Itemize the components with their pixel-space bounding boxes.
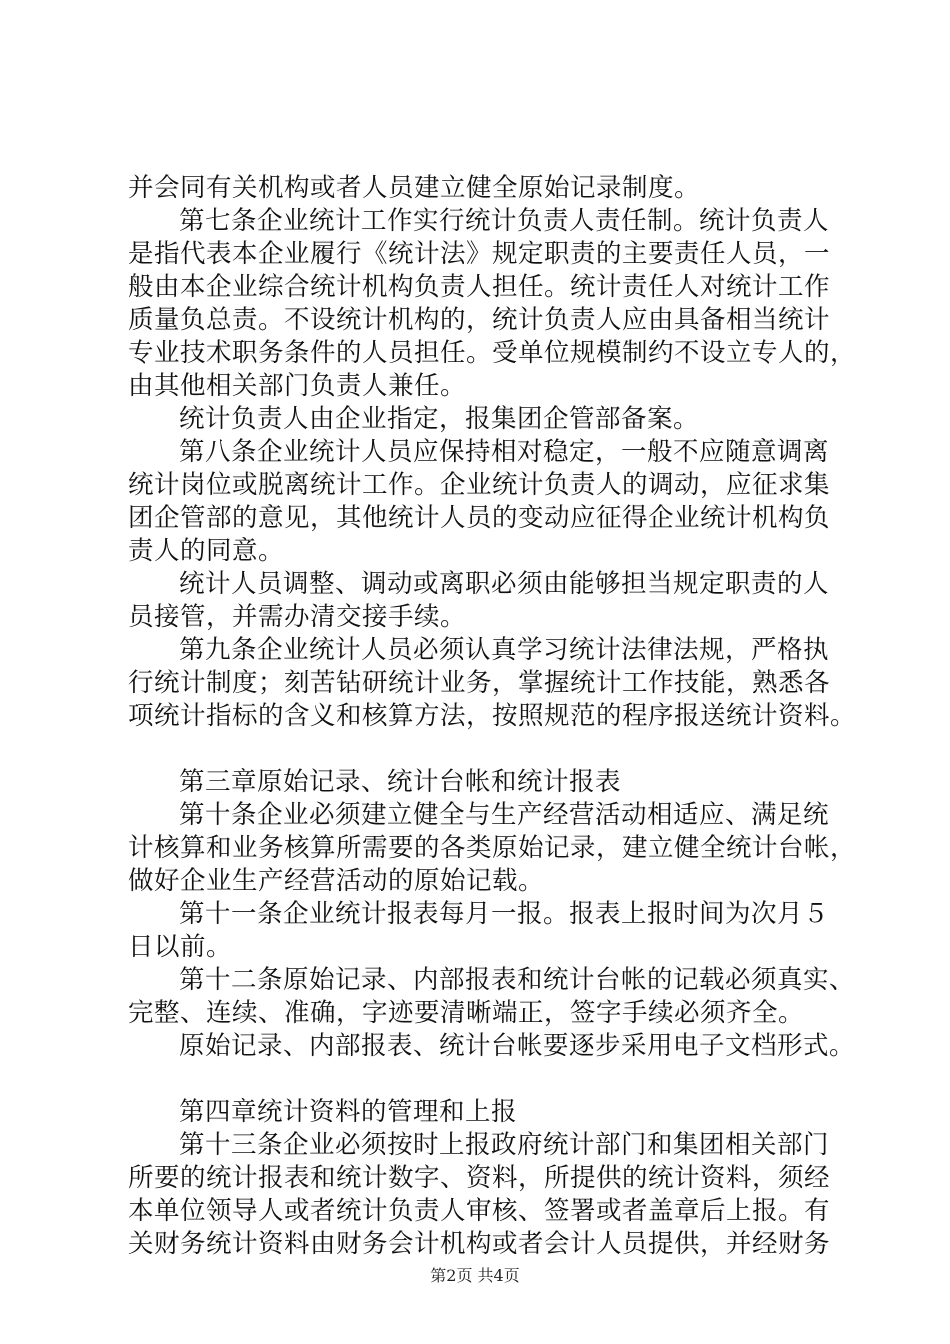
text-line: 专业技术职务条件的人员担任。受单位规模制约不设立专人的， (128, 338, 857, 368)
text-line: 统计岗位或脱离统计工作。企业统计负责人的调动，应征求集 (128, 470, 831, 500)
text-line: 团企管部的意见，其他统计人员的变动应征得企业统计机构负 (128, 503, 831, 533)
article-7-line: 第七条企业统计工作实行统计负责人责任制。统计负责人 (179, 206, 830, 236)
text-line: 关财务统计资料由财务会计机构或者会计人员提供，并经财务 (128, 1229, 831, 1259)
page-number-footer: 第2页 共4页 (430, 1266, 520, 1285)
text-line: 项统计指标的含义和核算方法，按照规范的程序报送统计资料。 (128, 701, 857, 731)
text-line: 所要的统计报表和统计数字、资料，所提供的统计资料，须经 (128, 1163, 831, 1193)
paragraph-line: 统计负责人由企业指定，报集团企管部备案。 (179, 404, 700, 434)
document-body (128, 172, 857, 1261)
text-line: 做好企业生产经营活动的原始记载。 (128, 866, 545, 896)
text-line: 由其他相关部门负责人兼任。 (128, 371, 467, 401)
text-line: 行统计制度；刻苦钻研统计业务，掌握统计工作技能，熟悉各 (128, 668, 831, 698)
article-10-line: 第十条企业必须建立健全与生产经营活动相适应、满足统 (179, 800, 830, 830)
text-line: 员接管，并需办清交接手续。 (128, 602, 467, 632)
text-line: 完整、连续、准确，字迹要清晰端正，签字手续必须齐全。 (128, 998, 805, 1028)
text-line: 日以前。 (128, 932, 233, 962)
paragraph-line: 统计人员调整、调动或离职必须由能够担当规定职责的人 (179, 569, 830, 599)
blank-line (128, 733, 840, 766)
paragraph-line: 原始记录、内部报表、统计台帐要逐步采用电子文档形式。 (179, 1031, 856, 1061)
article-11-line: 第十一条企业统计报表每月一报。报表上报时间为次月５ (179, 899, 830, 929)
text-line: 是指代表本企业履行《统计法》规定职责的主要责任人员，一 (128, 239, 831, 269)
text-line: 质量负总责。不设统计机构的，统计负责人应由具备相当统计 (128, 305, 831, 335)
article-12-line: 第十二条原始记录、内部报表和统计台帐的记载必须真实、 (179, 965, 856, 995)
text-line: 并会同有关机构或者人员建立健全原始记录制度。 (128, 173, 701, 203)
text-line: 般由本企业综合统计机构负责人担任。统计责任人对统计工作 (128, 272, 831, 302)
chapter-3-heading: 第三章原始记录、统计台帐和统计报表 (179, 767, 622, 797)
article-13-line: 第十三条企业必须按时上报政府统计部门和集团相关部门 (179, 1130, 830, 1160)
article-9-line: 第九条企业统计人员必须认真学习统计法律法规，严格执 (179, 635, 830, 665)
text-line: 责人的同意。 (128, 536, 285, 566)
chapter-4-heading: 第四章统计资料的管理和上报 (179, 1097, 518, 1127)
text-line: 本单位领导人或者统计负责人审核、签署或者盖章后上报。有 (128, 1196, 831, 1226)
blank-line (128, 1063, 840, 1096)
text-line: 计核算和业务核算所需要的各类原始记录，建立健全统计台帐， (128, 833, 857, 863)
article-8-line: 第八条企业统计人员应保持相对稳定，一般不应随意调离 (179, 437, 830, 467)
